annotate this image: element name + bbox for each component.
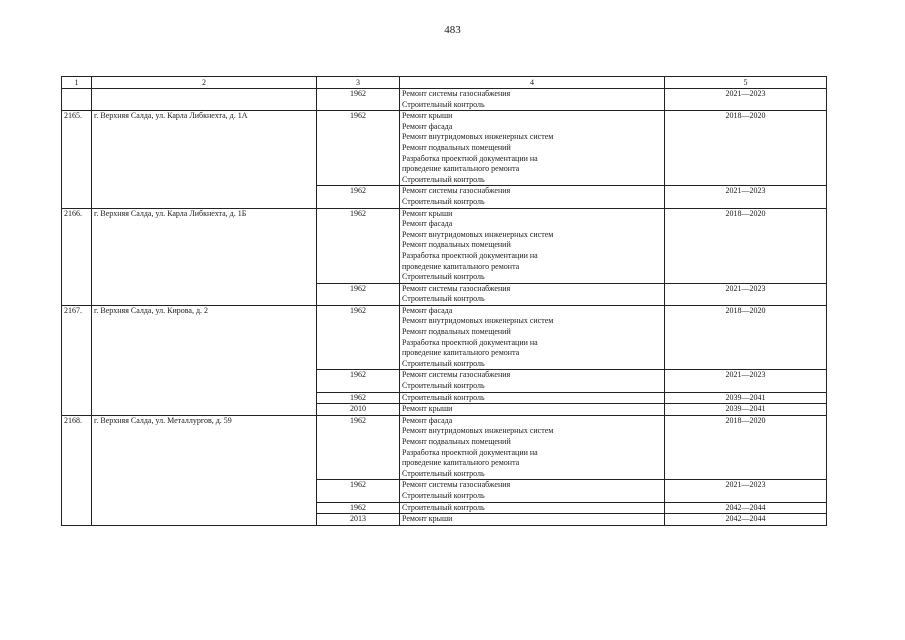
table-row: [62, 111, 827, 186]
work-item: проведение капитального ремонта: [402, 164, 520, 174]
row-number-cell: 2166.: [62, 208, 92, 305]
work-item: проведение капитального ремонта: [402, 458, 520, 468]
work-item: Разработка проектной документации на: [402, 337, 538, 347]
work-item: Разработка проектной документации на: [402, 153, 538, 163]
row-number-cell: 2168.: [62, 415, 92, 525]
year-cell: 1962: [317, 480, 400, 502]
works-cell: [400, 514, 665, 526]
period-cell: 2021—2023: [665, 370, 827, 392]
works-cell: [400, 392, 665, 404]
table-body: [62, 89, 827, 526]
work-item: Ремонт крыши: [402, 111, 453, 121]
column-header: 4: [400, 77, 665, 89]
table-row: [62, 415, 827, 480]
work-item: Ремонт системы газоснабжения: [402, 89, 511, 98]
row-number-cell: 2167.: [62, 305, 92, 415]
year-cell: 1962: [317, 305, 400, 370]
works-cell: [400, 111, 665, 186]
work-item: Ремонт крыши: [402, 404, 453, 414]
year-cell: 1962: [317, 392, 400, 404]
work-item: Ремонт подвальных помещений: [402, 142, 511, 152]
year-cell: 1962: [317, 89, 400, 111]
works-cell: [400, 283, 665, 305]
period-cell: 2021—2023: [665, 89, 827, 111]
period-cell: 2018—2020: [665, 305, 827, 370]
column-number-header-row: [62, 77, 827, 89]
table-row: [62, 305, 827, 370]
work-item: Строительный контроль: [402, 468, 485, 478]
works-cell: [400, 480, 665, 502]
work-item: Строительный контроль: [402, 272, 485, 282]
work-item: Ремонт системы газоснабжения: [402, 283, 511, 293]
column-header: 1: [62, 77, 92, 89]
address-cell: [92, 89, 317, 111]
work-item: Ремонт внутридомовых инженерных систем: [402, 316, 554, 326]
works-cell: [400, 305, 665, 370]
work-item: Ремонт подвальных помещений: [402, 437, 511, 446]
column-header: 2: [92, 77, 317, 89]
period-cell: 2018—2020: [665, 208, 827, 283]
period-cell: 2021—2023: [665, 480, 827, 502]
work-item: Ремонт подвальных помещений: [402, 327, 511, 337]
period-cell: 2021—2023: [665, 283, 827, 305]
year-cell: 1962: [317, 370, 400, 392]
work-item: Ремонт внутридомовых инженерных систем: [402, 426, 554, 436]
period-cell: 2018—2020: [665, 415, 827, 480]
work-item: Строительный контроль: [402, 381, 485, 391]
year-cell: 1962: [317, 111, 400, 186]
works-cell: [400, 208, 665, 283]
period-cell: 2042—2044: [665, 514, 827, 526]
work-item: Строительный контроль: [402, 294, 485, 304]
work-item: Ремонт крыши: [402, 514, 453, 524]
year-cell: 1962: [317, 502, 400, 514]
work-item: Ремонт фасада: [402, 415, 453, 425]
work-item: проведение капитального ремонта: [402, 261, 520, 271]
row-number-cell: 2165.: [62, 111, 92, 208]
work-item: Строительный контроль: [402, 174, 485, 184]
works-cell: [400, 89, 665, 111]
period-cell: 2042—2044: [665, 502, 827, 514]
period-cell: 2039—2041: [665, 392, 827, 404]
work-item: Ремонт фасада: [402, 305, 453, 315]
work-item: Ремонт системы газоснабжения: [402, 370, 511, 380]
year-cell: 1962: [317, 208, 400, 283]
works-cell: [400, 415, 665, 480]
year-cell: 2013: [317, 514, 400, 526]
work-item: Строительный контроль: [402, 196, 485, 206]
period-cell: 2039—2041: [665, 404, 827, 416]
address-cell: г. Верхняя Салда, ул. Кирова, д. 2: [92, 305, 317, 415]
work-item: Ремонт фасада: [402, 219, 453, 229]
year-cell: 1962: [317, 415, 400, 480]
works-cell: [400, 370, 665, 392]
works-cell: [400, 502, 665, 514]
work-item: Ремонт внутридомовых инженерных систем: [402, 132, 554, 142]
column-header: 5: [665, 77, 827, 89]
period-cell: 2018—2020: [665, 111, 827, 186]
work-item: Ремонт системы газоснабжения: [402, 186, 511, 196]
works-cell: [400, 404, 665, 416]
year-cell: 1962: [317, 283, 400, 305]
year-cell: 2010: [317, 404, 400, 416]
address-cell: г. Верхняя Салда, ул. Карла Либкнехта, д. 1А: [92, 111, 317, 208]
work-item: Ремонт крыши: [402, 208, 453, 218]
work-item: Ремонт фасада: [402, 121, 453, 131]
year-cell: 1962: [317, 186, 400, 208]
work-item: Строительный контроль: [402, 502, 485, 512]
work-item: проведение капитального ремонта: [402, 348, 520, 358]
work-item: Строительный контроль: [402, 99, 485, 109]
work-item: Ремонт внутридомовых инженерных систем: [402, 229, 554, 239]
column-header: 3: [317, 77, 400, 89]
work-item: Ремонт системы газоснабжения: [402, 480, 511, 490]
address-cell: г. Верхняя Салда, ул. Карла Либкнехта, д. 1Б: [92, 208, 317, 305]
period-cell: 2021—2023: [665, 186, 827, 208]
work-item: Разработка проектной документации на: [402, 447, 538, 457]
repair-schedule-table: [61, 76, 827, 526]
work-item: Разработка проектной документации на: [402, 250, 538, 260]
table-row: [62, 208, 827, 283]
address-cell: г. Верхняя Салда, ул. Металлургов, д. 59: [92, 415, 317, 525]
work-item: Строительный контроль: [402, 358, 485, 368]
work-item: Ремонт подвальных помещений: [402, 240, 511, 250]
work-item: Строительный контроль: [402, 392, 485, 402]
work-item: Строительный контроль: [402, 490, 485, 500]
works-cell: [400, 186, 665, 208]
table-row: [62, 89, 827, 111]
page-number: 483: [444, 24, 461, 36]
row-number-cell: [62, 89, 92, 111]
